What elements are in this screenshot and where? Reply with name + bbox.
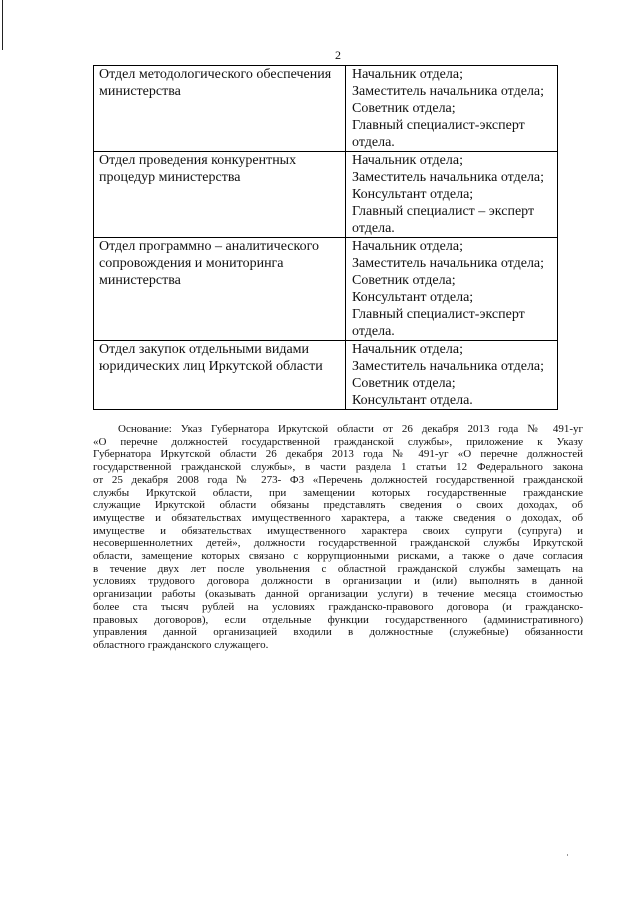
table-row <box>94 341 558 410</box>
basis-line: правовых договоров), если отдельные функции государственного (административного) <box>93 613 583 626</box>
basis-line: организации работы (оказывать данной организации услуги) в течение месяца стоимостью <box>93 588 583 601</box>
table-row <box>94 66 558 152</box>
position-line: Заместитель начальника отдела; <box>352 256 545 271</box>
basis-line: имуществе и обязательствах имущественного характера своих супруги (супруга) и <box>93 524 583 537</box>
position-line: Советник отдела; <box>352 101 456 116</box>
table-row <box>94 238 558 341</box>
department-cell: Отдел методологического обеспечения министерства <box>94 66 346 152</box>
basis-line: служащие Иркутской области обязаны представлять сведения о своих доходах, об <box>93 499 583 512</box>
position-line: Главный специалист-эксперт <box>352 307 525 322</box>
basis-line: службы Иркутской области, при замещении которых государственные гражданские <box>93 486 583 499</box>
positions-cell <box>346 66 558 152</box>
positions-cell <box>346 152 558 238</box>
position-line: Заместитель начальника отдела; <box>352 359 545 374</box>
table-row <box>94 152 558 238</box>
basis-line: несовершеннолетних детей», должности государственной гражданской службы Иркутской <box>93 537 583 550</box>
position-line: Главный специалист – эксперт <box>352 204 535 219</box>
position-line: Начальник отдела; <box>352 67 463 82</box>
position-line: Консультант отдела. <box>352 393 473 408</box>
basis-line: Основание: Указ Губернатора Иркутской области от 26 декабря 2013 года № 491-уг <box>118 423 583 435</box>
binding-mark <box>2 0 3 50</box>
position-line: Начальник отдела; <box>352 342 463 357</box>
position-line: Начальник отдела; <box>352 239 463 254</box>
basis-line: области, замещение которых связано с коррупционными рисками, а также о даче согласия <box>93 550 583 563</box>
basis-line: областного гражданского служащего. <box>93 638 269 651</box>
basis-line: государственной гражданской службы», в части раздела 1 статьи 12 Федерального закона <box>93 461 583 474</box>
scan-speck <box>567 854 568 856</box>
department-cell: Отдел программно – аналитического сопровождения и мониторинга министерства <box>94 238 346 341</box>
position-line: Заместитель начальника отдела; <box>352 170 545 185</box>
position-line: Консультант отдела; <box>352 290 474 305</box>
department-cell: Отдел проведения конкурентных процедур министерства <box>94 152 346 238</box>
basis-paragraph <box>93 423 583 652</box>
basis-line: «О перечне должностей государственной гражданской службы», приложение к Указу <box>93 435 583 448</box>
position-line: Заместитель начальника отдела; <box>352 84 545 99</box>
position-line: Начальник отдела; <box>352 153 463 168</box>
basis-line: управления данной организацией входили в должностные (служебные) обязанности <box>93 626 583 639</box>
positions-cell <box>346 341 558 410</box>
position-line: отдела. <box>352 221 395 236</box>
positions-cell <box>346 238 558 341</box>
position-line: Советник отдела; <box>352 376 456 391</box>
position-line: отдела. <box>352 135 395 150</box>
department-cell: Отдел закупок отдельными видами юридических лиц Иркутской области <box>94 341 346 410</box>
position-line: Советник отдела; <box>352 273 456 288</box>
basis-line: имуществе и обязательствах имущественного характера, а также сведения о доходах, об <box>93 511 583 524</box>
basis-line: более ста тысяч рублей на условиях гражданско-правового договора (и гражданско- <box>93 600 583 613</box>
basis-line: от 25 декабря 2008 года № 273- ФЗ «Перечень должностей государственной гражданской <box>93 473 583 486</box>
positions-table <box>93 65 558 410</box>
basis-line: в течение двух лет после увольнения с областной гражданской службы замещать на <box>93 562 583 575</box>
basis-line: условиях трудового договора должности в организации и (или) выполнять в данной <box>93 575 583 588</box>
page-number: 2 <box>335 48 341 62</box>
position-line: Консультант отдела; <box>352 187 474 202</box>
basis-line: Губернатора Иркутской области 26 декабря 2013 года № 491-уг «О перечне должностей <box>93 448 583 461</box>
position-line: Главный специалист-эксперт <box>352 118 525 133</box>
position-line: отдела. <box>352 324 395 339</box>
